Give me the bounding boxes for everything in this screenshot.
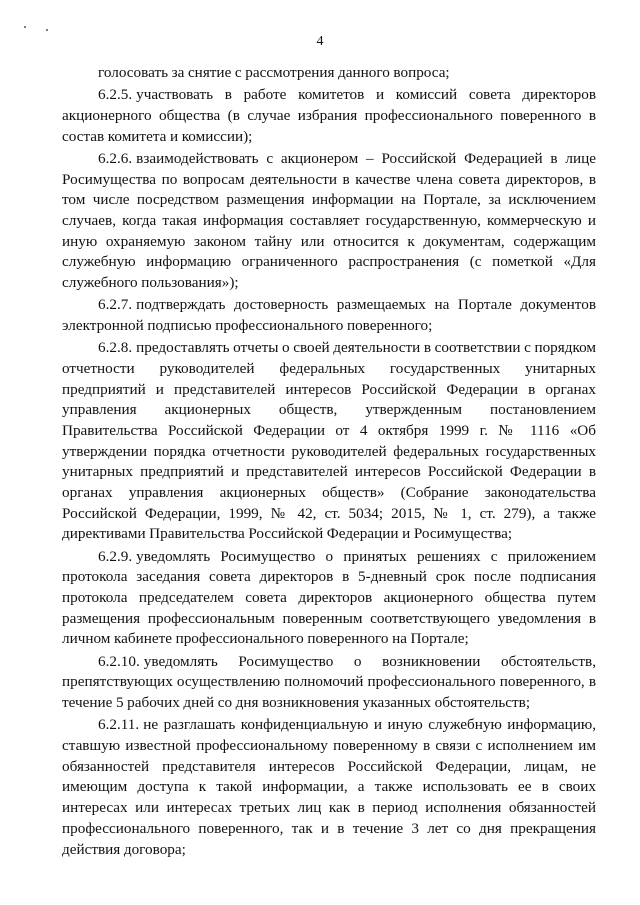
- clause-number: 6.2.6.: [98, 149, 133, 167]
- clause-6-2-6: [62, 149, 596, 294]
- clause-6-2-9: [62, 547, 596, 651]
- clause-number: 6.2.9.: [98, 547, 133, 565]
- clause-6-2-11: [62, 715, 596, 860]
- scan-speck: [46, 29, 48, 31]
- clause-text: голосовать за снятие с рассмотрения данного вопроса;: [98, 64, 450, 81]
- clause-text: взаимодействовать с акционером – Российской Федерацией в лице Росимущества по вопросам деятельности в качестве члена совета директоров, в том числе посредством размещения информации на Портале, за исключением случаев, когда такая информация составляет государственную, коммерческую и иную охраняемую законом тайну или относится к документам, содержащим служебную информацию ограниченного распространения (с пометкой «Для служебного пользования»);: [62, 149, 596, 292]
- clause-text: предоставлять отчеты о своей деятельности в соответствии с порядком отчетности руководителей федеральных государственных унитарных предприятий и представителей интересов Российской Федерации в органах управления акционерных обществ, утвержденным постановлением Правительства Российской Федерации от 4 октября 1999 г. № 1116 «Об утверждении порядка отчетности руководителей федеральных государственных унитарных предприятий и представителей интересов Российской Федерации в органах управления акционерных обществ» (Собрание законодательства Российской Федерации, 1999, № 42, ст. 5034; 2015, № 1, ст. 279), а также директивами Правительства Российской Федерации и Росимущества;: [62, 339, 596, 543]
- clause-number: 6.2.11.: [98, 716, 140, 734]
- page-number: 4: [316, 34, 324, 49]
- clause-6-2-8: [62, 338, 596, 545]
- clause-number: 6.2.8.: [98, 339, 133, 357]
- clause-text: уведомлять Росимущество о принятых решениях с приложением протокола заседания совета директоров в 5-дневный срок после подписания протокола председателем совета директоров акционерного общества путем размещения профессиональным поверенным соответствующего уведомления в личном кабинете профессионального поверенного на Портале;: [62, 547, 596, 648]
- clause-text: не разглашать конфиденциальную и иную служебную информацию, ставшую известной профессиональному поверенному в связи с исполнением им обязанностей представителя интересов Российской Федерации, лицам, не имеющим доступа к такой информации, а также использовать ее в своих интересах или интересах третьих лиц как в период исполнения обязанностей профессионального поверенного, так и в течение 3 лет со дня прекращения действия договора;: [62, 716, 596, 858]
- clause-6-2-10: [62, 652, 596, 714]
- clause-number: 6.2.10.: [98, 652, 140, 670]
- clause-continuation: [62, 63, 596, 84]
- clause-6-2-7: [62, 295, 596, 336]
- clause-6-2-5: [62, 85, 596, 147]
- scan-speck: [24, 26, 26, 28]
- clause-text: уведомлять Росимущество о возникновении обстоятельств, препятствующих осуществлению полномочий профессионального поверенного, в течение 5 рабочих дней со дня возникновения указанных обстоятельств;: [62, 652, 596, 712]
- clause-number: 6.2.5.: [98, 86, 133, 104]
- clause-text: подтверждать достоверность размещаемых на Портале документов электронной подписью профессионального поверенного;: [62, 296, 596, 334]
- document-body: [62, 63, 596, 860]
- clause-number: 6.2.7.: [98, 296, 133, 314]
- clause-text: участвовать в работе комитетов и комиссий совета директоров акционерного общества (в случае избрания профессионального поверенного в состав комитета и комиссии);: [62, 86, 596, 145]
